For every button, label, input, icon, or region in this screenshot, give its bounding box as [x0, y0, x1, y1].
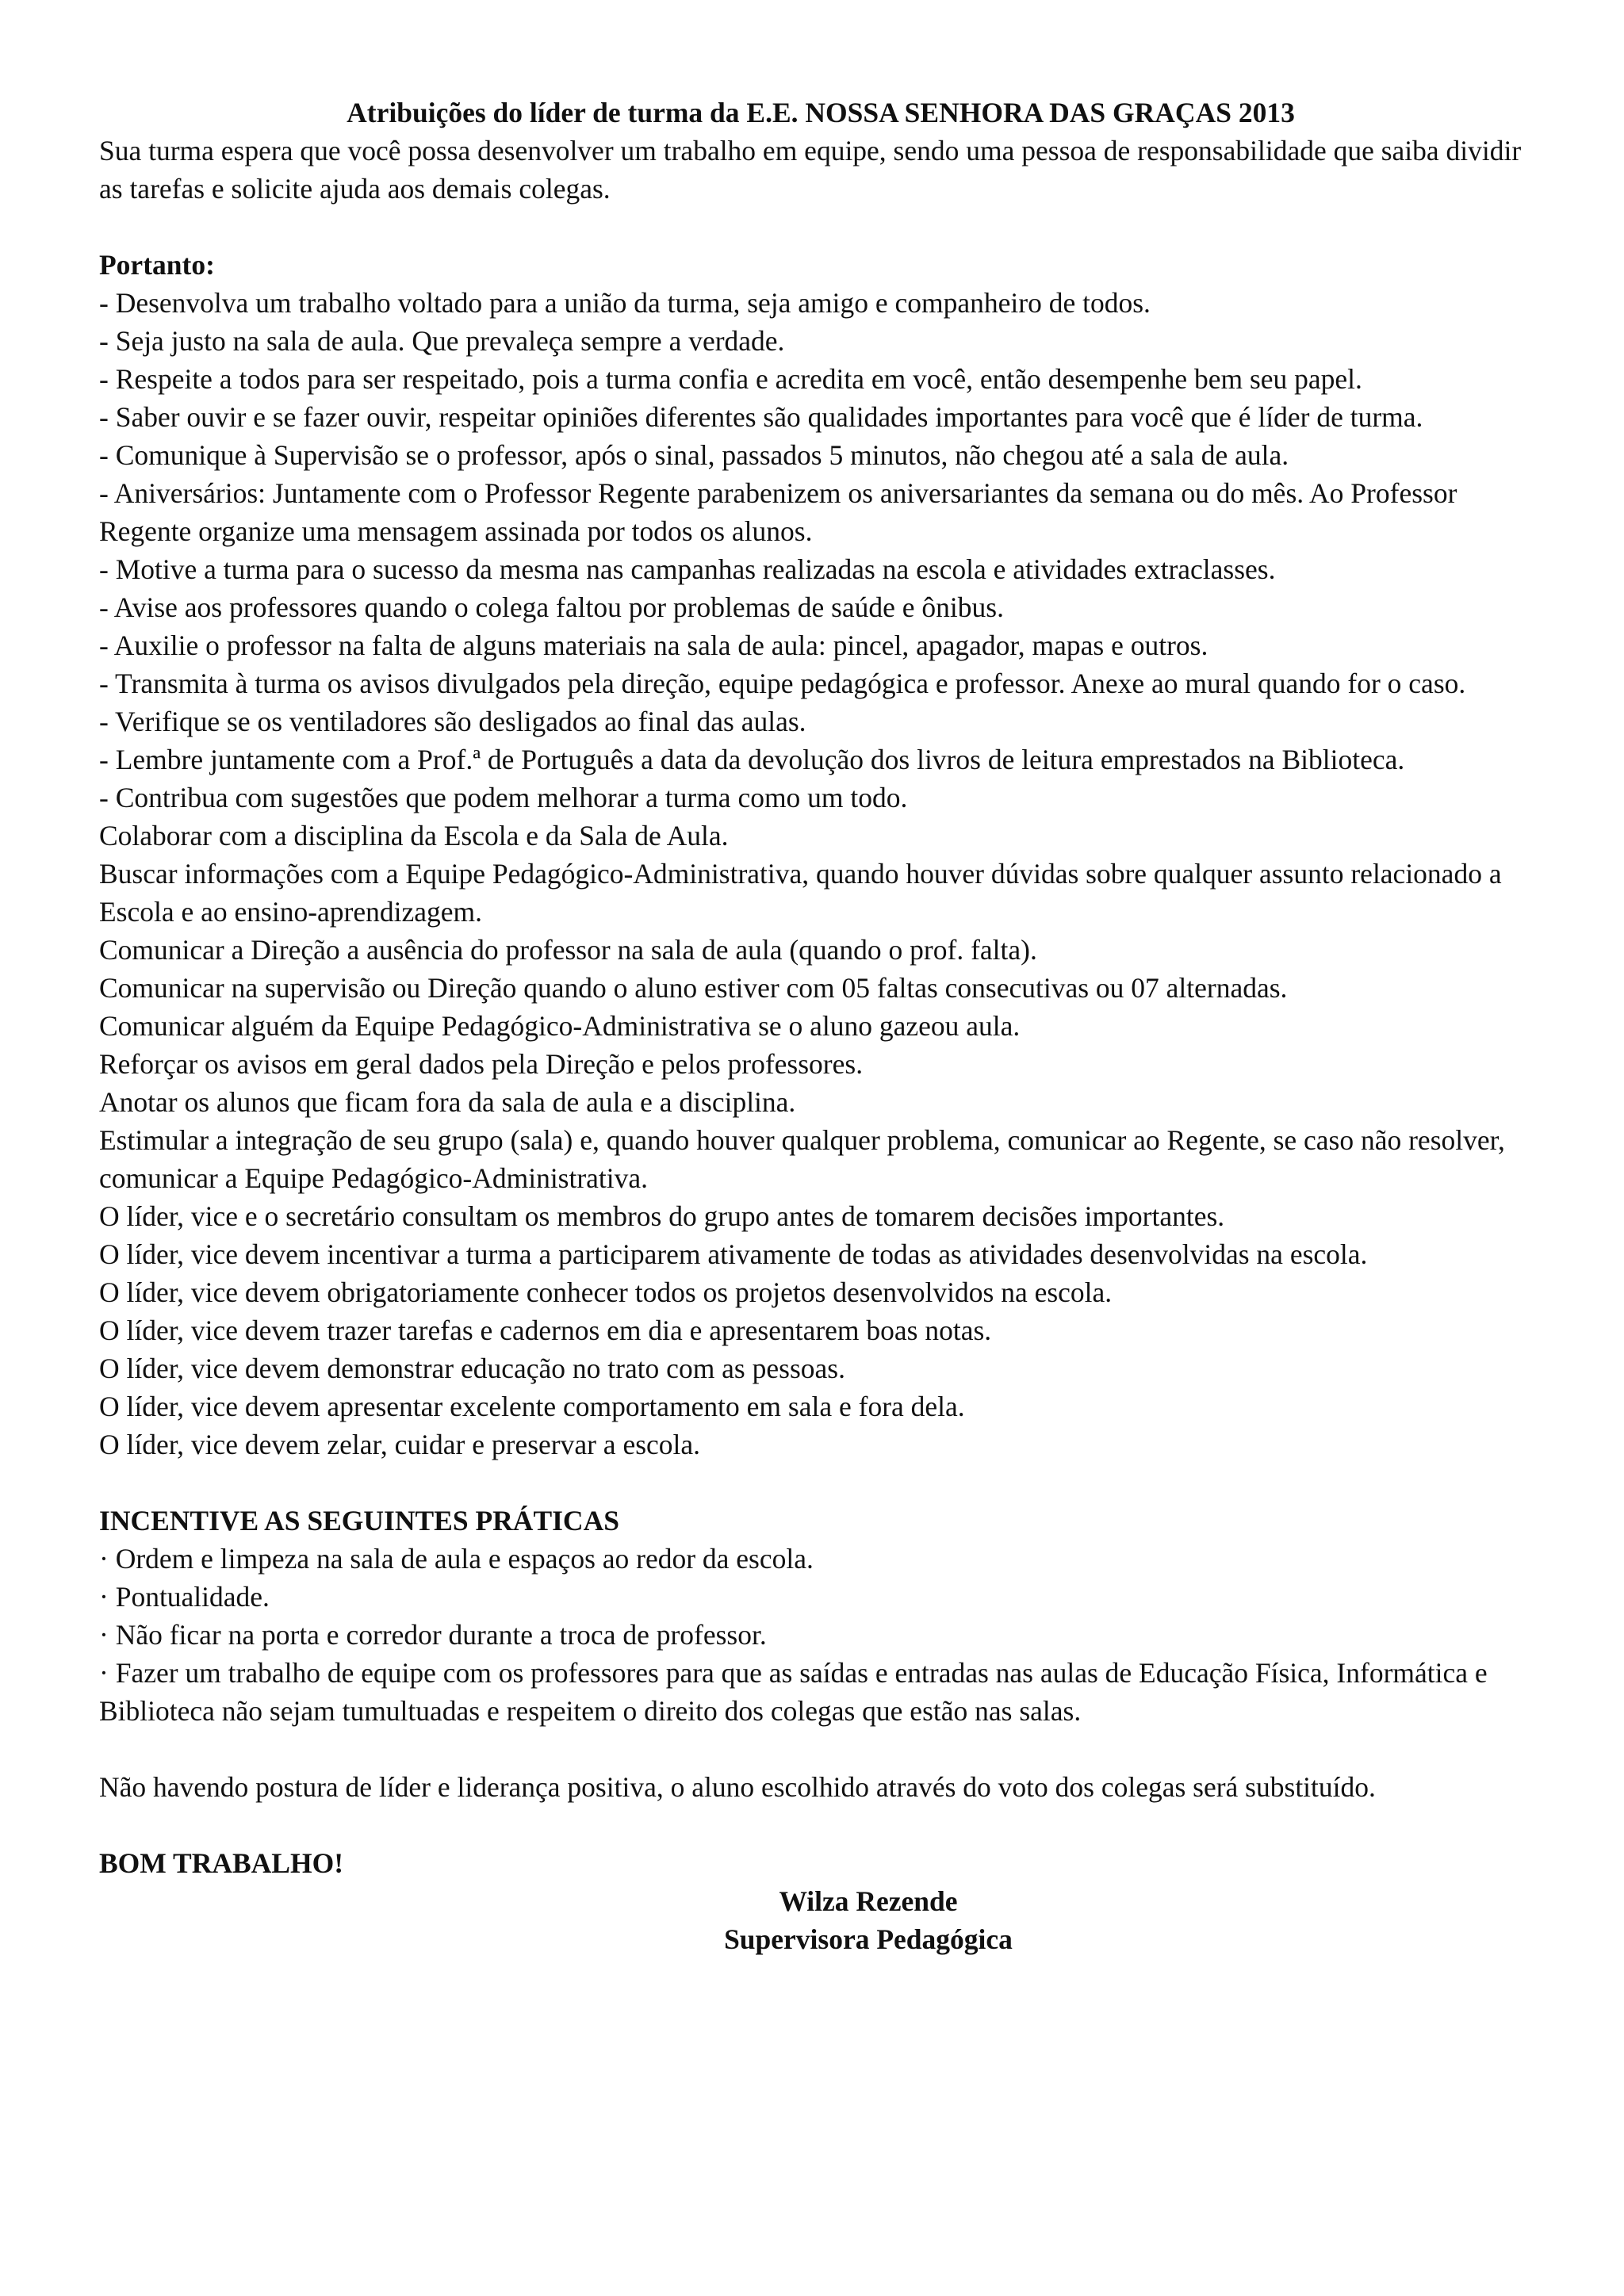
spacer — [99, 1806, 1542, 1844]
practice-item: · Ordem e limpeza na sala de aula e espaços ao redor da escola. — [99, 1543, 814, 1575]
practices-heading: INCENTIVE AS SEGUINTES PRÁTICAS — [99, 1505, 619, 1536]
farewell: BOM TRABALHO! — [99, 1847, 344, 1879]
list-item: O líder, vice devem trazer tarefas e cadernos em dia e apresentarem boas notas. — [99, 1314, 992, 1346]
practices-list — [99, 1540, 1542, 1730]
list-item: - Avise aos professores quando o colega faltou por problemas de saúde e ônibus. — [99, 591, 1004, 623]
practice-item: · Pontualidade. — [99, 1581, 270, 1613]
list-item: Anotar os alunos que ficam fora da sala de aula e a disciplina. — [99, 1086, 796, 1118]
list-item: - Respeite a todos para ser respeitado, pois a turma confia e acredita em você, então desempenhe bem seu papel. — [99, 363, 1362, 395]
spacer — [99, 1464, 1542, 1502]
list-item: O líder, vice devem zelar, cuidar e preservar a escola. — [99, 1429, 701, 1460]
list-item: Comunicar a Direção a ausência do professor na sala de aula (quando o prof. falta). — [99, 934, 1037, 966]
list-item: O líder, vice e o secretário consultam os membros do grupo antes de tomarem decisões importantes. — [99, 1200, 1225, 1232]
spacer — [99, 1730, 1542, 1768]
list-item: - Comunique à Supervisão se o professor, após o sinal, passados 5 minutos, não chegou até a sala de aula. — [99, 439, 1289, 471]
list-item: O líder, vice devem obrigatoriamente conhecer todos os projetos desenvolvidos na escola. — [99, 1276, 1113, 1308]
list-item: - Contribua com sugestões que podem melhorar a turma como um todo. — [99, 782, 908, 813]
document-title: Atribuições do líder de turma da E.E. NOSSA SENHORA DAS GRAÇAS 2013 — [347, 97, 1295, 128]
practice-item: · Fazer um trabalho de equipe com os professores para que as saídas e entradas nas aulas de Educação Física, Informática e Biblioteca não sejam tumultuadas e respeitem o direito dos colegas que estão nas salas. — [99, 1657, 1488, 1727]
spacer — [99, 208, 1542, 246]
list-item: - Saber ouvir e se fazer ouvir, respeitar opiniões diferentes são qualidades importantes para você que é líder de turma. — [99, 401, 1423, 433]
closing-paragraph: Não havendo postura de líder e liderança positiva, o aluno escolhido através do voto dos colegas será substituído. — [99, 1771, 1376, 1803]
list-item: Buscar informações com a Equipe Pedagógico-Administrativa, quando houver dúvidas sobre qualquer assunto relacionado a Escola e ao ensino-aprendizagem. — [99, 858, 1502, 928]
document-page — [99, 94, 1542, 1958]
practice-item: · Não ficar na porta e corredor durante a troca de professor. — [99, 1619, 767, 1651]
list-item: O líder, vice devem incentivar a turma a participarem ativamente de todas as atividades desenvolvidas na escola. — [99, 1238, 1368, 1270]
portanto-heading: Portanto: — [99, 249, 215, 281]
list-item: - Aniversários: Juntamente com o Professor Regente parabenizem os aniversariantes da semana ou do mês. Ao Professor Regente organize uma mensagem assinada por todos os alunos. — [99, 477, 1457, 547]
list-item: Comunicar na supervisão ou Direção quando o aluno estiver com 05 faltas consecutivas ou 07 alternadas. — [99, 972, 1288, 1004]
intro-paragraph: Sua turma espera que você possa desenvolver um trabalho em equipe, sendo uma pessoa de responsabilidade que saiba dividir as tarefas e solicite ajuda aos demais colegas. — [99, 135, 1522, 205]
list-item: - Verifique se os ventiladores são desligados ao final das aulas. — [99, 706, 806, 737]
list-item: - Transmita à turma os avisos divulgados pela direção, equipe pedagógica e professor. Anexe ao mural quando for o caso. — [99, 668, 1466, 699]
list-item: - Auxilie o professor na falta de alguns materiais na sala de aula: pincel, apagador, mapas e outros. — [99, 629, 1208, 661]
list-item: Estimular a integração de seu grupo (sala) e, quando houver qualquer problema, comunicar ao Regente, se caso não resolver, comunicar a Equipe Pedagógico-Administrativa. — [99, 1124, 1505, 1194]
list-item: O líder, vice devem demonstrar educação no trato com as pessoas. — [99, 1353, 845, 1384]
signature-name: Wilza Rezende — [779, 1885, 958, 1917]
list-item: Reforçar os avisos em geral dados pela Direção e pelos professores. — [99, 1048, 864, 1080]
list-item: Comunicar alguém da Equipe Pedagógico-Administrativa se o aluno gazeou aula. — [99, 1010, 1021, 1042]
signature-role: Supervisora Pedagógica — [724, 1923, 1013, 1955]
list-item: - Seja justo na sala de aula. Que prevaleça sempre a verdade. — [99, 325, 785, 357]
list-item: - Lembre juntamente com a Prof.ª de Português a data da devolução dos livros de leitura emprestados na Biblioteca. — [99, 744, 1405, 775]
list-item: Colaborar com a disciplina da Escola e da Sala de Aula. — [99, 820, 729, 851]
list-item: - Motive a turma para o sucesso da mesma nas campanhas realizadas na escola e atividades extraclasses. — [99, 553, 1276, 585]
responsibilities-list — [99, 284, 1542, 1464]
list-item: O líder, vice devem apresentar excelente comportamento em sala e fora dela. — [99, 1391, 965, 1422]
list-item: - Desenvolva um trabalho voltado para a união da turma, seja amigo e companheiro de todos. — [99, 287, 1151, 319]
